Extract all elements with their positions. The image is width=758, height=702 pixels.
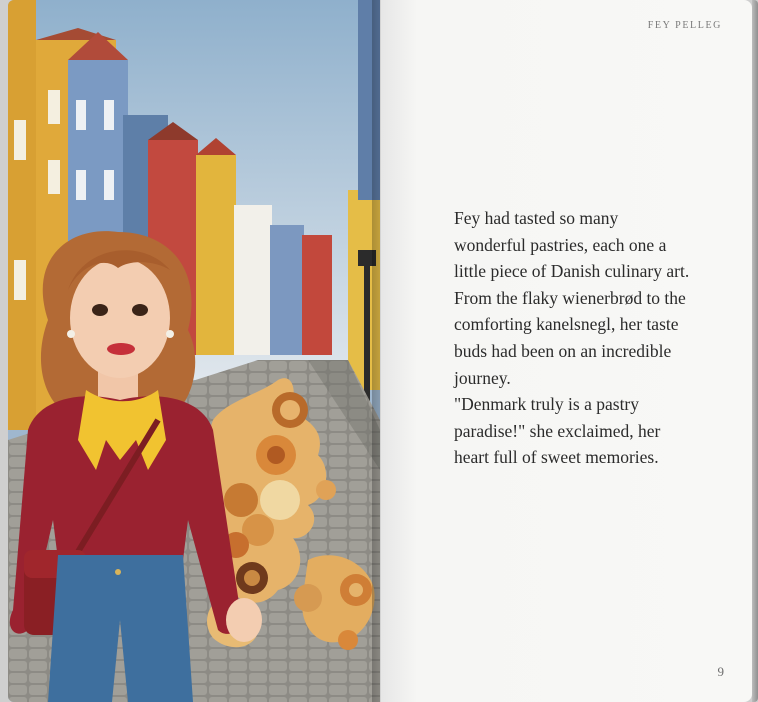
page-number: 9	[717, 664, 724, 679]
page-edge	[752, 0, 758, 702]
illustration-page	[8, 0, 380, 702]
story-paragraph: Fey had tasted so many wonderful pastries, each one a little piece of Danish culinary art. From the flaky wienerbrød to the comforting kanelsnegl, her taste buds had been on an incredible journey.	[454, 208, 690, 388]
story-paragraph: "Denmark truly is a pastry paradise!" she exclaimed, her heart full of sweet memories.	[454, 394, 661, 468]
running-head: FEY PELLEG	[647, 20, 722, 31]
text-page	[380, 0, 752, 702]
illustration	[8, 0, 380, 702]
story-text	[454, 205, 694, 471]
